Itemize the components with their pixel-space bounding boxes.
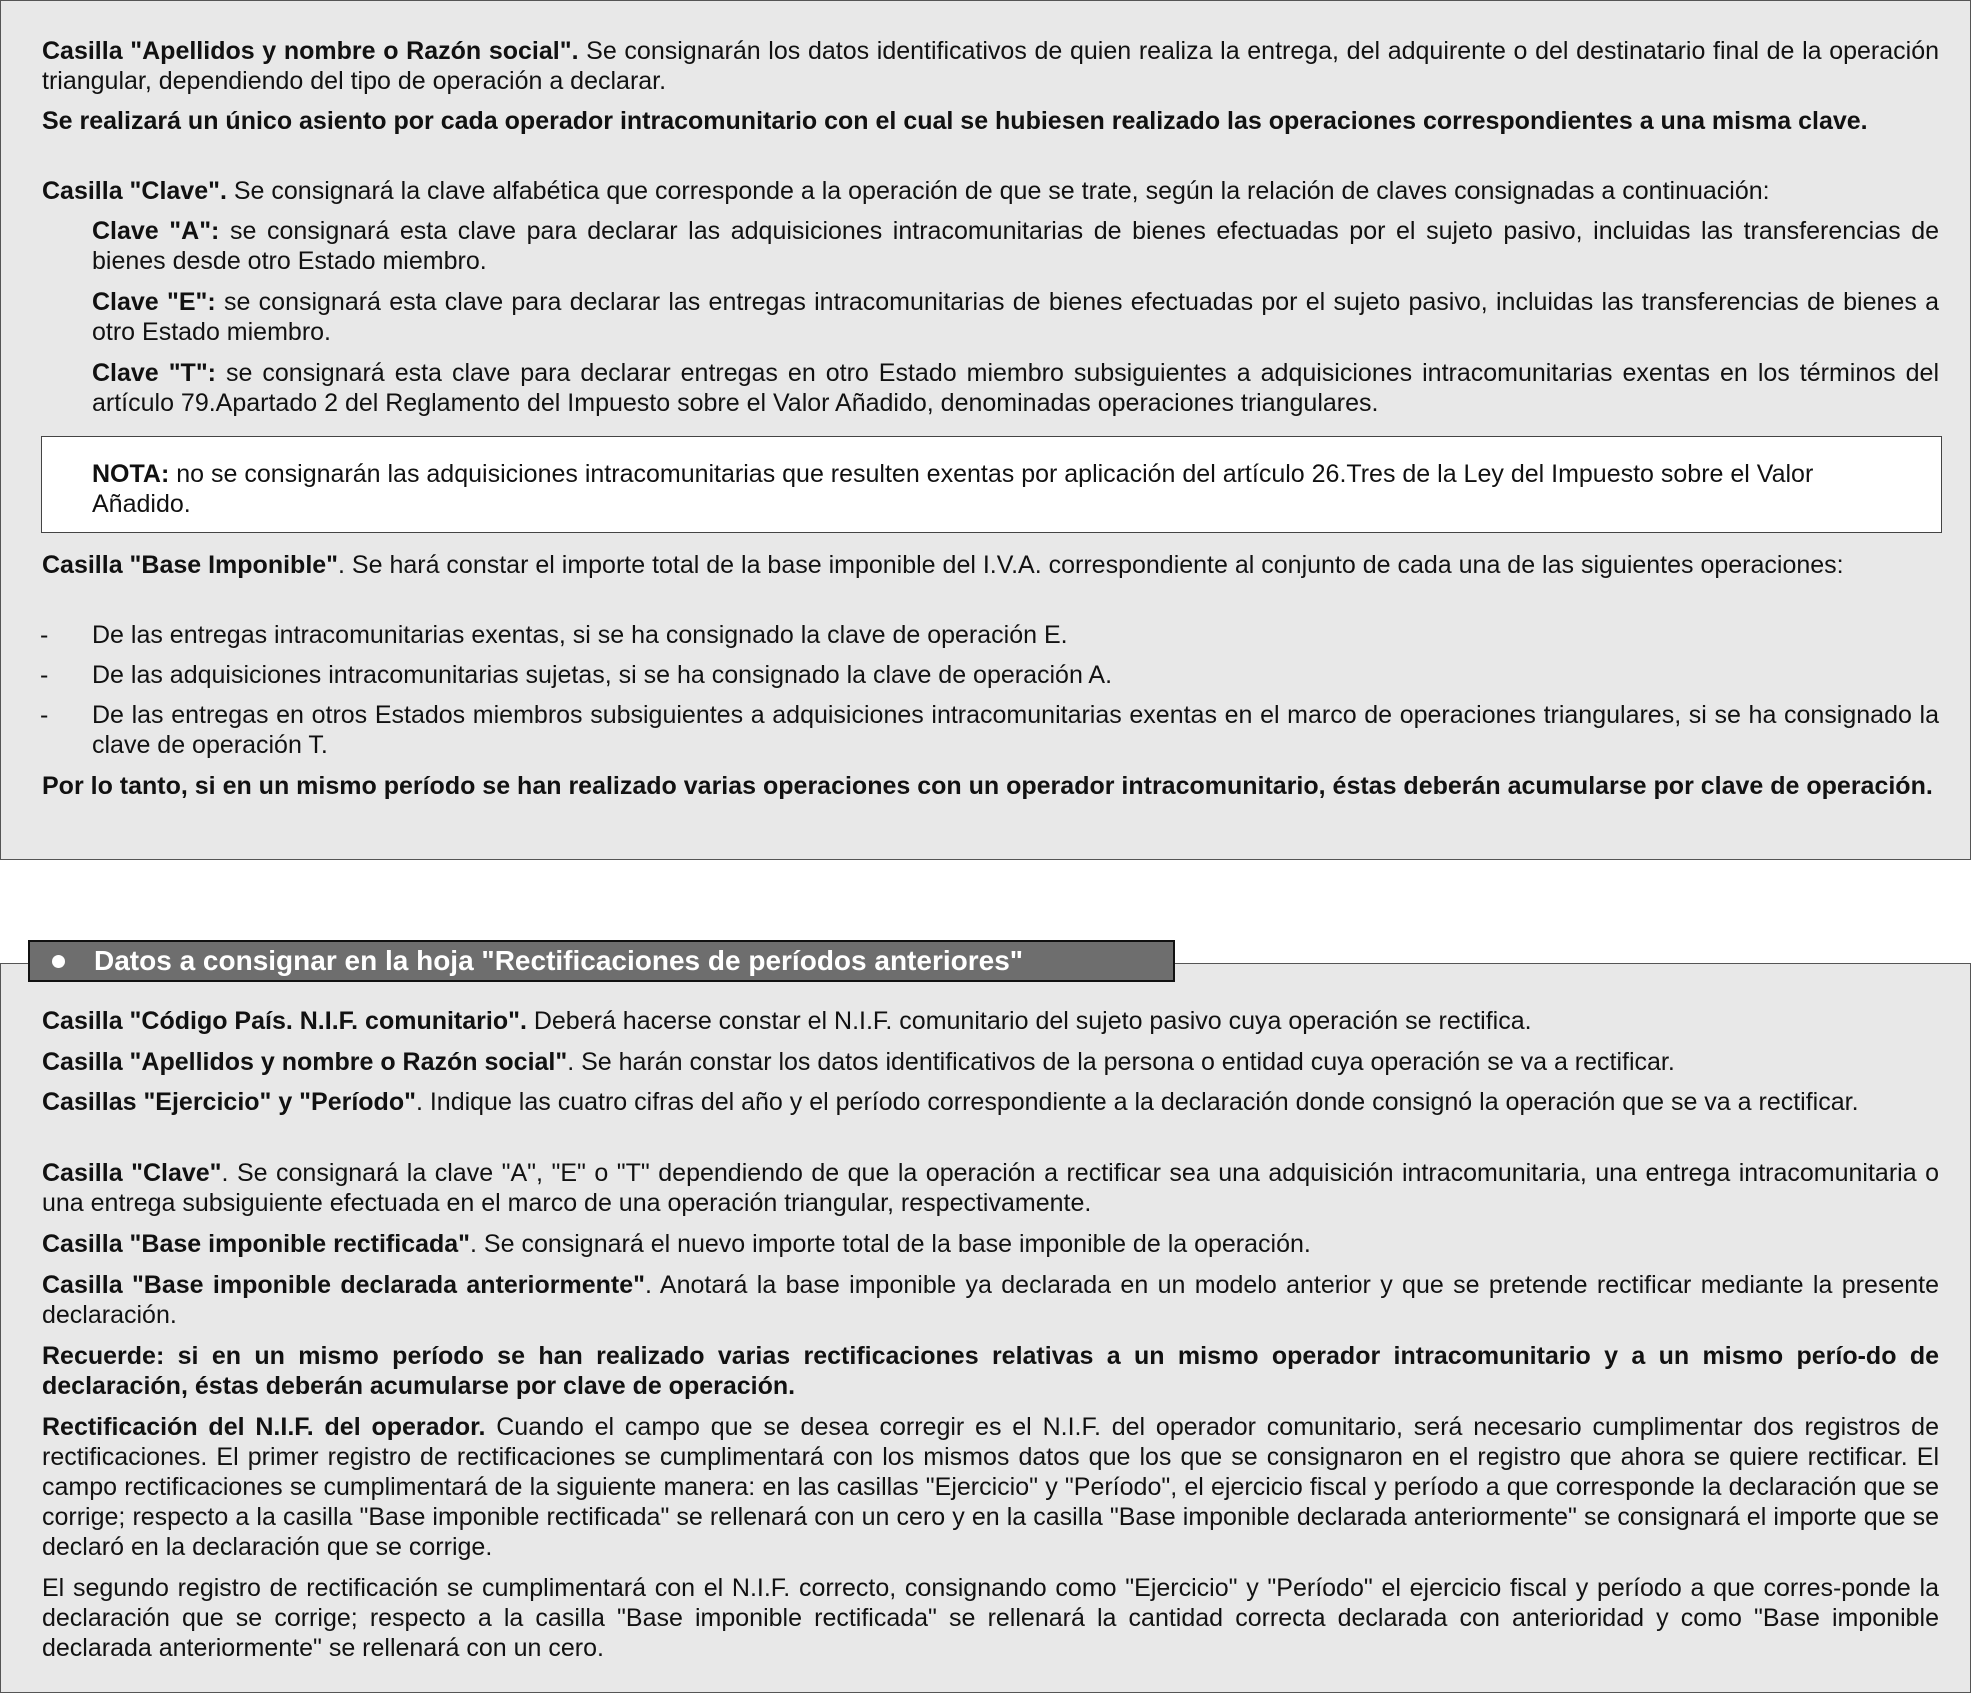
note-box <box>41 436 1942 533</box>
bullet-marker: - <box>40 661 49 689</box>
paragraph-casilla-clave-rect: Casilla "Clave". Se consignará la clave "A", "E" o "T" dependiendo de que la operación a rectificar sea una adquisición intracomunitaria, una entrega intracomunitaria o una entrega subsiguiente efectuada en el marco de una operación triangular, respectivamente. <box>42 1159 1939 1217</box>
paragraph-segundo-registro: El segundo registro de rectificación se cumplimentará con el N.I.F. correcto, consignando como "Ejercicio" y "Período" el ejercicio fiscal y período a que corres-ponde la declaración que se corrige; respecto a la casilla "Base imponible rectificada" se rellenará la cantidad correcta declarada con anterioridad y como "Base imponible declarada anteriormente" se rellenará con un cero. <box>42 1574 1939 1662</box>
paragraph-recuerde: Recuerde: si en un mismo período se han realizado varias rectificaciones relativas a un mismo operador intracomunitario y a un mismo perío-do de declaración, éstas deberán acumularse por clave de operación. <box>42 1342 1939 1400</box>
paragraph-base-declarada-anteriormente: Casilla "Base imponible declarada anteriormente". Anotará la base imponible ya declarada en un modelo anterior y que se pretende rectificar mediante la presente declaración. <box>42 1271 1940 1329</box>
paragraph-casilla-clave: Casilla "Clave". Se consignará la clave alfabética que corresponde a la operación de que se trate, según la relación de claves consignadas a continuación: <box>42 177 1770 205</box>
list-item-triangulares: De las entregas en otros Estados miembros subsiguientes a adquisiciones intracomunitarias exentas en el marco de operaciones triangulares, si se ha consignado la clave de operación T. <box>92 701 1939 759</box>
list-item-entregas: De las entregas intracomunitarias exentas, si se ha consignado la clave de operación E. <box>92 621 1068 649</box>
paragraph-casilla-apellidos-rect: Casilla "Apellidos y nombre o Razón social". Se harán constar los datos identificativos de la persona o entidad cuya operación se va a rectificar. <box>42 1048 1675 1076</box>
section-header-text: Datos a consignar en la hoja "Rectificaciones de períodos anteriores" <box>94 945 1024 976</box>
paragraph-clave-t: Clave "T": se consignará esta clave para declarar entregas en otro Estado miembro subsiguientes a adquisiciones intracomunitarias exentas en los términos del artículo 79.Apartado 2 del Reglamento del Impuesto sobre el Valor Añadido, denominadas operaciones triangulares. <box>92 359 1939 417</box>
bullet-marker: - <box>40 701 49 729</box>
paragraph-casilla-apellidos: Casilla "Apellidos y nombre o Razón social". Se consignarán los datos identificativos de quien realiza la entrega, del adquirente o del destinatario final de la operación triangular, dependiendo del tipo de operación a declarar. <box>42 37 1939 95</box>
paragraph-casilla-codigo-pais: Casilla "Código País. N.I.F. comunitario". Deberá hacerse constar el N.I.F. comunitario del sujeto pasivo cuya operación se rectifica. <box>42 1007 1532 1035</box>
bullet-marker: - <box>40 621 49 649</box>
paragraph-rectificacion-nif: Rectificación del N.I.F. del operador. Cuando el campo que se desea corregir es el N.I.F. del operador comunitario, será necesario cumplimentar dos registros de rectificaciones. El primer registro de rectificaciones se cumplimentará con los mismos datos que los que se consignaron en el registro que ahora se quiere rectificar. El campo rectificaciones se cumplimentará de la siguiente manera: en las casillas "Ejercicio" y "Período", el ejercicio fiscal y período a que corresponde la declaración que se corrige; respecto a la casilla "Base imponible rectificada" se rellenará con un cero y en la casilla "Base imponible declarada anteriormente" se consignará el importe que se declaró en la declaración que se corrige. <box>42 1413 1939 1561</box>
paragraph-clave-e: Clave "E": se consignará esta clave para declarar las entregas intracomunitarias de bienes efectuadas por el sujeto pasivo, incluidas las transferencias de bienes a otro Estado miembro. <box>92 288 1939 346</box>
list-item-adquisiciones: De las adquisiciones intracomunitarias sujetas, si se ha consignado la clave de operación A. <box>92 661 1113 689</box>
paragraph-por-lo-tanto: Por lo tanto, si en un mismo período se han realizado varias operaciones con un operador intracomunitario, éstas deberán acumularse por clave de operación. <box>42 772 1933 800</box>
paragraph-unico-asiento: Se realizará un único asiento por cada operador intracomunitario con el cual se hubiesen realizado las operaciones correspondientes a una misma clave. <box>42 107 1868 135</box>
paragraph-clave-a: Clave "A": se consignará esta clave para declarar las adquisiciones intracomunitarias de bienes efectuadas por el sujeto pasivo, incluidas las transferencias de bienes desde otro Estado miembro. <box>92 217 1939 275</box>
bullet-dot-icon <box>52 955 65 968</box>
note-text: NOTA: no se consignarán las adquisiciones intracomunitarias que resulten exentas por aplicación del artículo 26.Tres de la Ley del Impuesto sobre el Valor Añadido. <box>92 460 1814 518</box>
section-header-rectificaciones <box>28 940 1175 982</box>
paragraph-casillas-ejercicio-periodo: Casillas "Ejercicio" y "Período". Indique las cuatro cifras del año y el período correspondiente a la declaración donde consignó la operación que se va a rectificar. <box>42 1088 1859 1116</box>
paragraph-casilla-base-imponible: Casilla "Base Imponible". Se hará constar el importe total de la base imponible del I.V.A. correspondiente al conjunto de cada una de las siguientes operaciones: <box>42 551 1844 579</box>
paragraph-base-rectificada: Casilla "Base imponible rectificada". Se consignará el nuevo importe total de la base imponible de la operación. <box>42 1230 1311 1258</box>
